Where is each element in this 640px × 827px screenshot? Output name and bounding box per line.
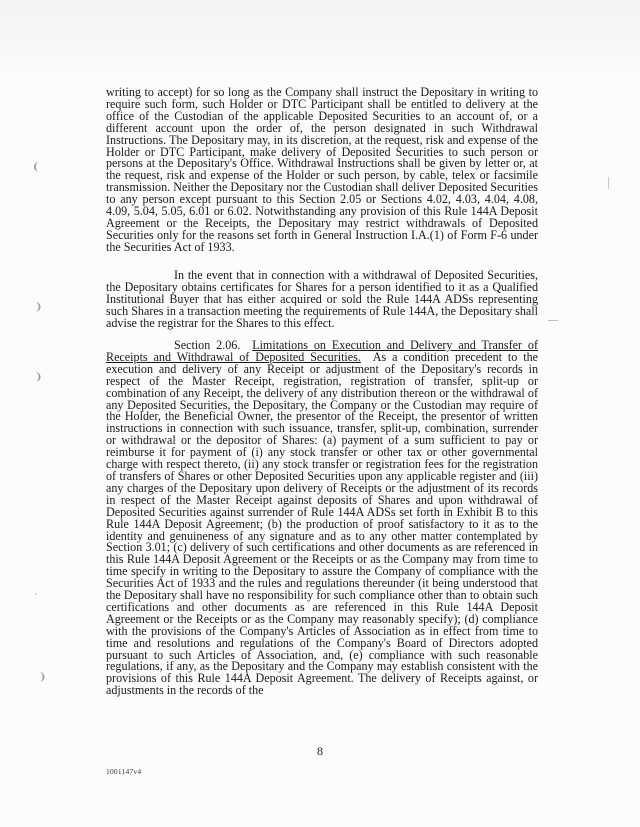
scan-header-noise — [0, 0, 640, 80]
margin-mark-icon: ❩ — [34, 372, 43, 383]
paragraph-continuation — [106, 87, 538, 254]
margin-mark-icon: ❩ — [38, 672, 47, 683]
document-id: 1001147v4 — [106, 767, 142, 776]
section-label: Section 2.06. — [174, 338, 241, 352]
paragraph-qib — [106, 270, 538, 330]
paragraph-1: writing to accept) for so long as the Company shall instruct the Depositary in writing to require such form, such Holder or DTC Participant shall be entitled to delivery at the office of the Custodian of the applicable Deposited Securities to an account of, or a different account upon the order of, the person designated in such Withdrawal Instructions. The Depositary may, in its discretion, at the request, risk and expense of the Holder or DTC Participant, make delivery of Deposited Securities to such person or persons at the Depositary's Office. Withdrawal Instructions shall be given by letter or, at the request, risk and expense of the Holder or such person, by cable, telex or facsimile transmission. Neither the Depositary nor the Custodian shall deliver Deposited Securities to any person except pursuant to this Section 2.05 or Sections 4.02, 4.03, 4.04, 4.08, 4.09, 5.04, 5.05, 6.01 or 6.02. Notwithstanding any provision of this Rule 144A Deposit Agreement or the Receipts, the Depositary may restrict withdrawals of Deposited Securities only for the reasons set forth in General Instruction I.A.(1) of Form F-6 under the Securities Act of 1933. — [106, 85, 538, 254]
section-paragraph — [106, 340, 538, 697]
margin-mark-icon: ❩ — [34, 302, 43, 313]
page-number: 8 — [317, 744, 323, 758]
margin-dash-icon — [548, 320, 558, 321]
margin-mark-icon: ❨ — [32, 162, 41, 173]
margin-mark-icon: · — [34, 590, 38, 601]
section-body: As a condition precedent to the execution and delivery of any Receipt or adjustment of the Depositary's records in respect of the Master Receipt, registration, registration of transfer, split-up or combination of any Receipt, the delivery of any distribution thereon or the withdrawal of any Deposited Securities, the Depositary, the Company or the Custodian may require of the Holder, the Beneficial Owner, the presentor of the Receipt, the presentor of written instructions in connection with such issuance, transfer, split-up, combination, surrender or withdrawal or the depositor of Shares: (a) payment of a sum sufficient to pay or reimburse it for payment of (i) any stock transfer or other tax or other governmental charge with respect thereto, (ii) any stock transfer or registration fees for the registration of transfers of Shares or other Deposited Securities upon any applicable register and (iii) any charges of the Depositary upon delivery of Receipts or the adjustment of its records in respect of the Master Receipt against deposits of Shares and upon withdrawal of Deposited Securities against surrender of Rule 144A ADSs set forth in Exhibit B to this Rule 144A Deposit Agreement; (b) the production of proof satisfactory to it as to the identity and genuineness of any signature and as to any other matter contemplated by Section 3.01; (c) delivery of such certifications and other documents as are referenced in this Rule 144A Deposit Agreement or the Receipts or as the Company may from time to time specify in writing to the Depositary to assure the Company of compliance with the Securities Act of 1933 and the rules and regulations thereunder (it being understood that the Depositary shall have no responsibility for such compliance other than to obtain such certifications and other documents as are referenced in this Rule 144A Deposit Agreement or the Receipts or as the Company may reasonably specify); (d) compliance with the provisions of the Company's Articles of Association as in effect from time to time and resolutions and regulations of the Company's Board of Directors adopted pursuant to such Articles of Association, and, (e) compliance with such reasonable regulations, if any, as the Depositary and the Company may establish consistent with the provisions of this Rule 144A Deposit Agreement. The delivery of Receipts against, or adjustments in the records of the — [106, 349, 539, 698]
section-2-06 — [106, 340, 538, 697]
paragraph-2: In the event that in connection with a withdrawal of Deposited Securities, the Depositary obtains certificates for Shares for a person identified to it as a Qualified Institutional Buyer that has either acquired or sold the Rule 144A ADSs representing such Shares in a transaction meeting the requirements of Rule 144A, the Depositary shall advise the registrar for the Shares to this effect. — [106, 268, 538, 330]
margin-tick-icon — [608, 177, 609, 189]
section-heading: Limitations on Execution and Delivery and Transfer of Receipts and Withdrawal of Deposited Securities. — [106, 338, 538, 364]
